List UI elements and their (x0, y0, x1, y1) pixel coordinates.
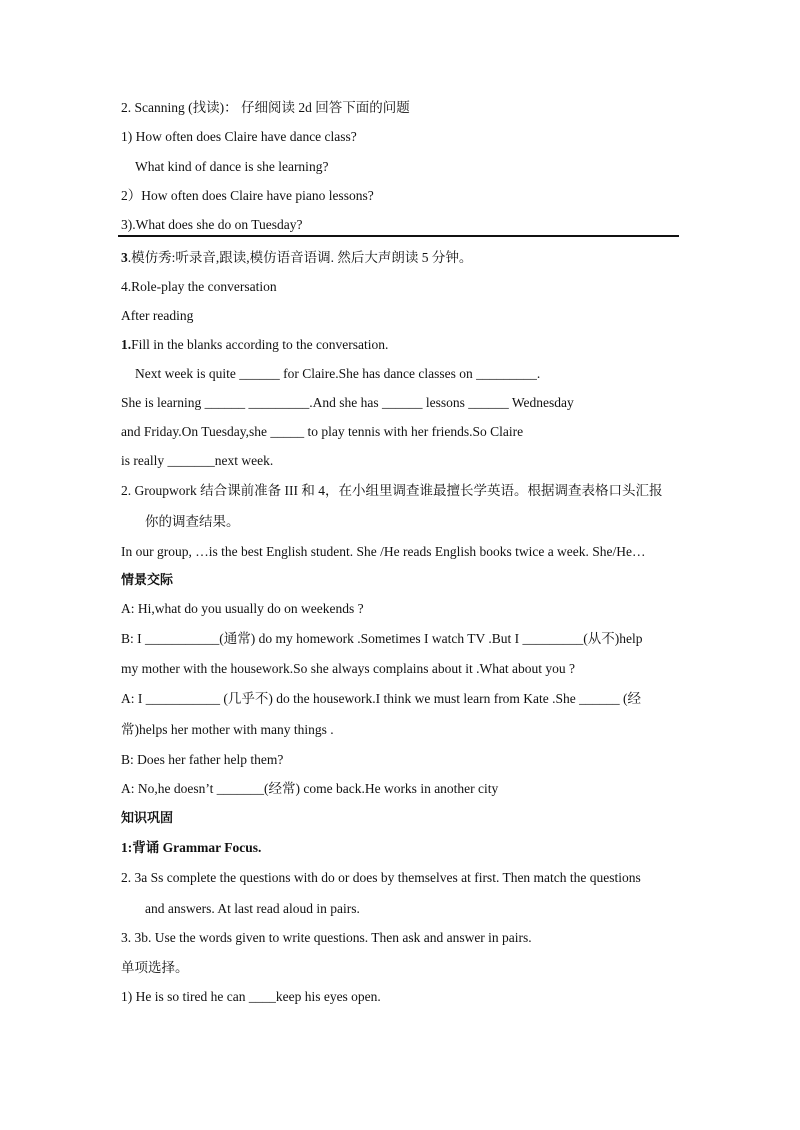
choice-question-1: 1) He is so tired he can ____keep his eyes open. (121, 989, 381, 1004)
groupwork-line-3: In our group, …is the best English student. She /He reads English books twice a week. She/He… (121, 544, 646, 559)
consolidate-line-2b: and answers. At last read aloud in pairs. (145, 901, 360, 916)
groupwork-line-1: 2. Groupwork 结合课前准备 III 和 4，在小组里调查谁最擅长学英语。根据调查表格口头汇报 (121, 483, 663, 498)
grammar-focus-text: Grammar Focus. (159, 840, 262, 855)
groupwork-line-2: 你的调查结果。 (145, 514, 240, 529)
single-choice-heading: 单项选择。 (121, 960, 189, 975)
grammar-focus-number: 1:背诵 (121, 840, 160, 855)
consolidate-heading: 知识巩固 (121, 811, 174, 826)
situation-line-7: A: No,he doesn’t _______(经常) come back.He works in another city (121, 781, 499, 796)
consolidate-line-3: 3. 3b. Use the words given to write questions. Then ask and answer in pairs. (121, 930, 532, 945)
situation-line-4: A: I ___________ (几乎不) do the housework.I think we must learn from Kate .She ______ (经 (121, 691, 642, 706)
situation-line-6: B: Does her father help them? (121, 752, 284, 767)
roleplay-line: 4.Role-play the conversation (121, 279, 277, 294)
fill-number: 1. (121, 337, 132, 352)
fill-heading-text: Fill in the blanks according to the conversation. (131, 337, 389, 352)
situation-line-2: B: I ___________(通常) do my homework .Sometimes I watch TV .But I _________(从不)help (121, 631, 643, 646)
situation-line-3: my mother with the housework.So she always complains about it .What about you ? (121, 661, 576, 676)
situation-heading: 情景交际 (121, 573, 174, 588)
consolidate-line-2: 2. 3a Ss complete the questions with do or does by themselves at first. Then match the questions (121, 870, 641, 885)
situation-line-5: 常)helps her mother with many things . (121, 722, 334, 737)
fill-line-3: and Friday.On Tuesday,she _____ to play tennis with her friends.So Claire (121, 424, 524, 439)
scanning-heading: 2. Scanning (找读)： 仔细阅读 2d 回答下面的问题 (121, 100, 410, 115)
imitate-text: .模仿秀:听录音,跟读,模仿语音语调. 然后大声朗读 5 分钟。 (127, 250, 473, 265)
scanning-question-1: 1) How often does Claire have dance class? (121, 129, 357, 144)
after-reading-label: After reading (121, 308, 194, 323)
scanning-question-3: 3).What does she do on Tuesday? (121, 217, 303, 232)
fill-line-1: Next week is quite ______ for Claire.She has dance classes on _________. (135, 366, 541, 381)
fill-line-4: is really _______next week. (121, 453, 274, 468)
section-divider (118, 235, 679, 237)
scanning-question-2: 2）How often does Claire have piano lessons? (121, 188, 374, 203)
scanning-question-1b: What kind of dance is she learning? (135, 159, 329, 174)
situation-line-1: A: Hi,what do you usually do on weekends ? (121, 601, 364, 616)
fill-heading (121, 336, 388, 354)
imitate-number: 3 (121, 250, 128, 265)
imitate-line (121, 249, 472, 267)
fill-line-2: She is learning ______ _________.And she has ______ lessons ______ Wednesday (121, 395, 574, 410)
grammar-focus-line (121, 839, 261, 857)
